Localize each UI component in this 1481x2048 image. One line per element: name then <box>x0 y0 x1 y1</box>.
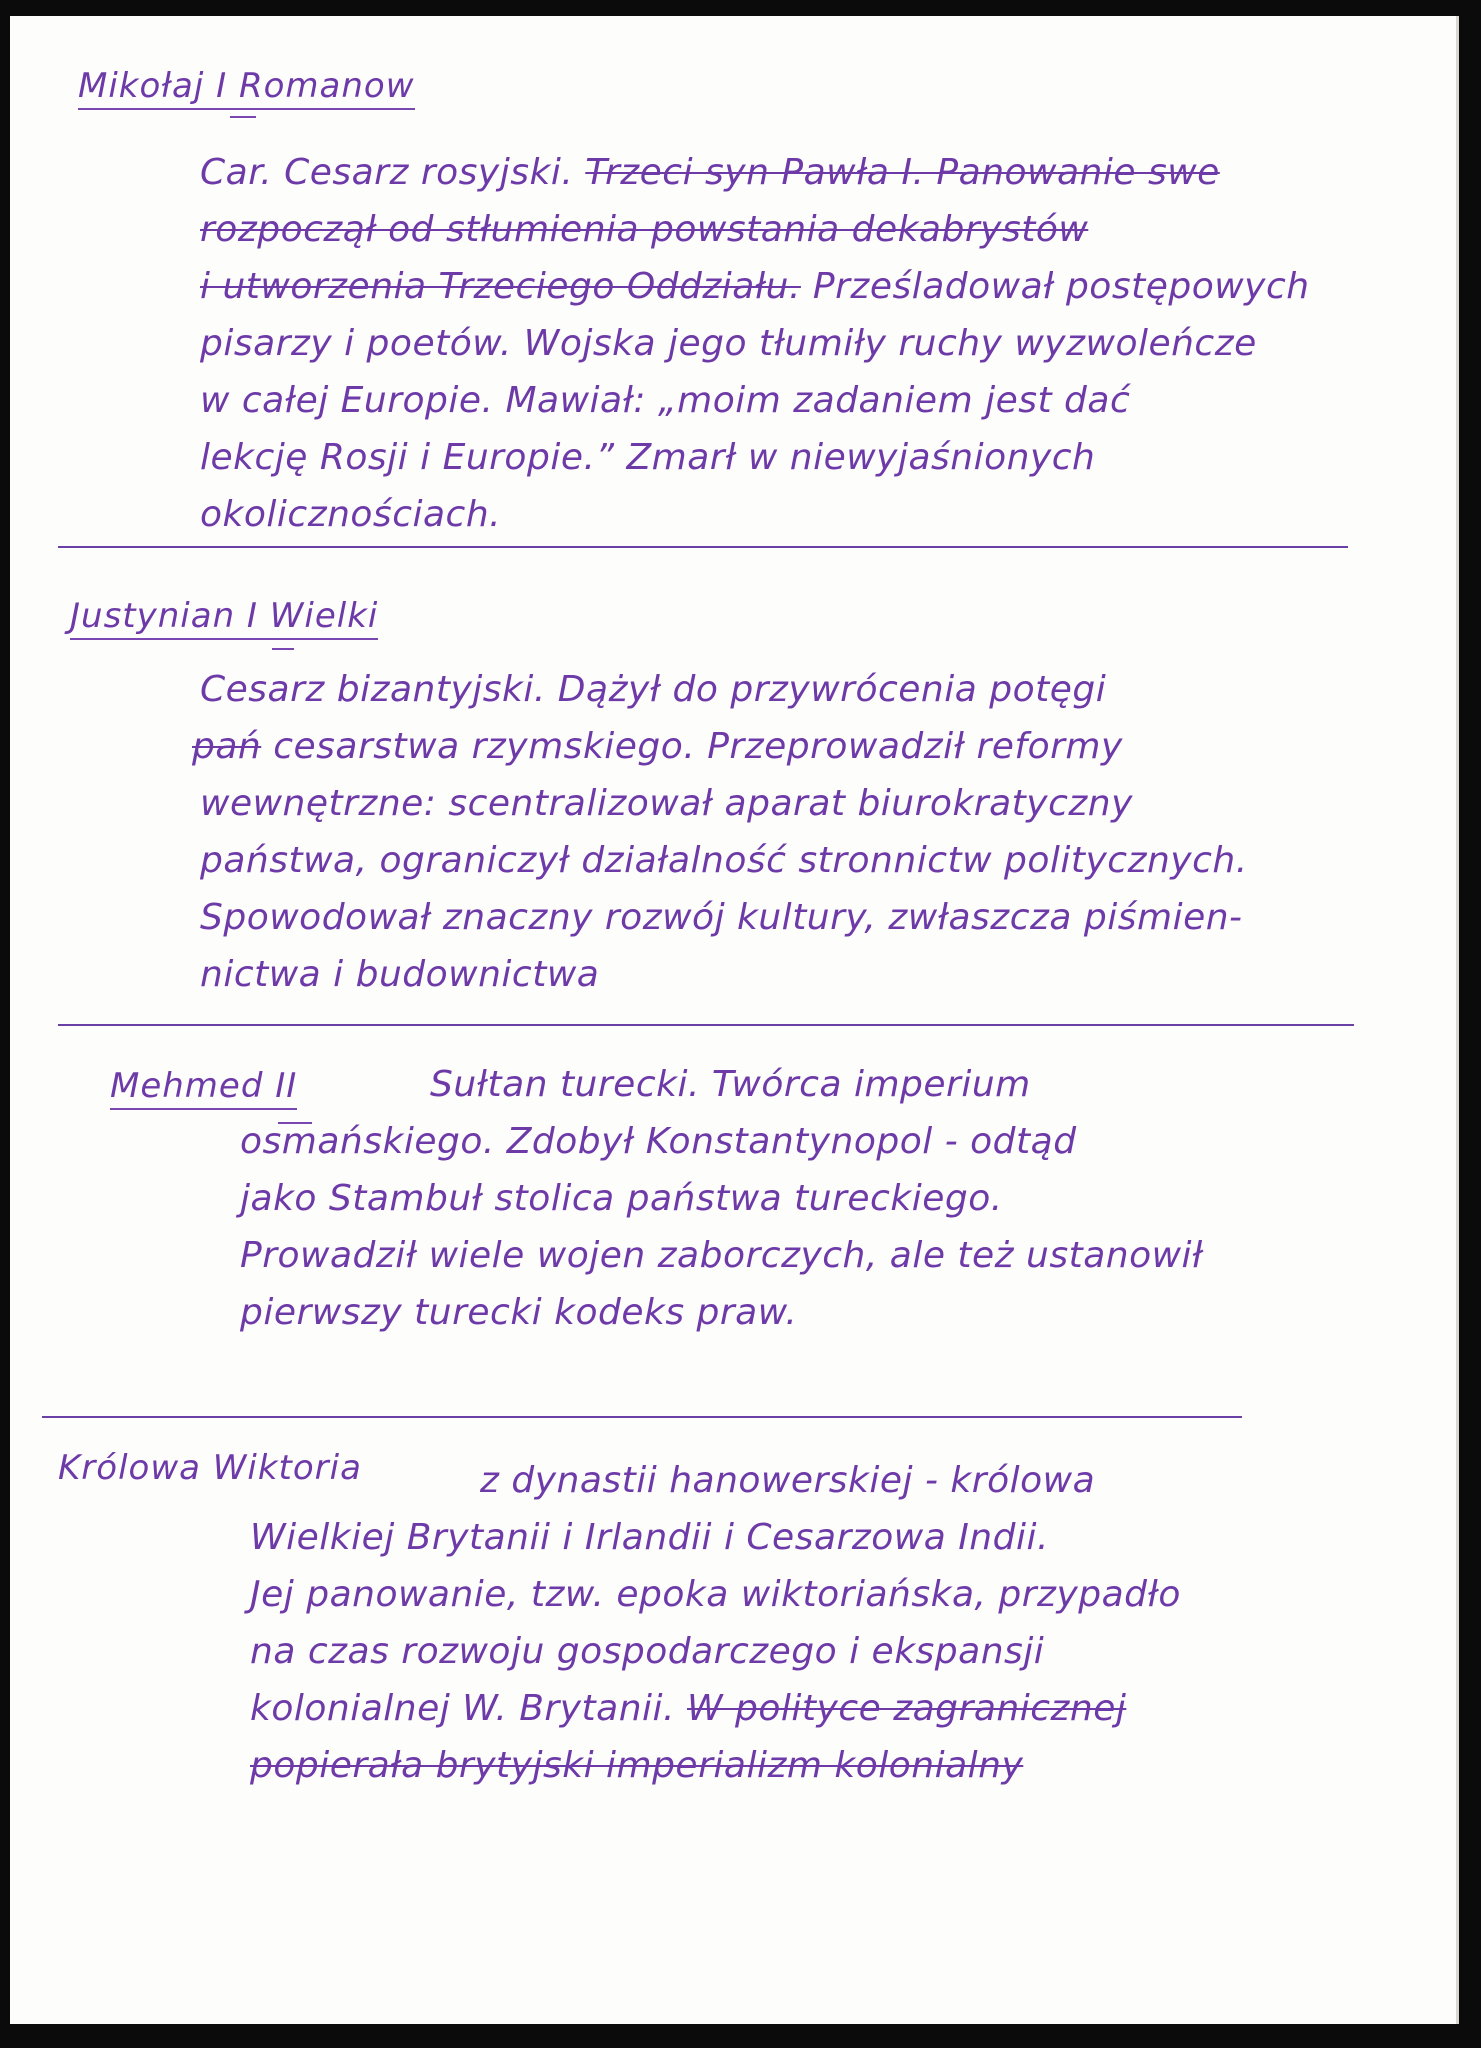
text-line <box>192 718 1248 775</box>
section-text-justynian <box>192 661 1248 1003</box>
text-line <box>250 1680 1181 1737</box>
section-text-wiktoria <box>250 1452 1181 1794</box>
text-line <box>250 1623 1181 1680</box>
text-line <box>480 1452 1181 1509</box>
text-line <box>250 1509 1181 1566</box>
text-segment: kolonialnej W. Brytanii. <box>250 1688 675 1729</box>
text-segment: pierwszy turecki kodeks praw. <box>240 1292 798 1333</box>
text-line <box>240 1227 1203 1284</box>
text-segment: nictwa i budownictwa <box>200 954 600 995</box>
text-segment: państwa, ograniczył działalność stronnictw politycznych. <box>200 840 1248 881</box>
text-segment: Cesarz bizantyjski. Dążył do przywrócenia potęgi <box>200 669 1107 710</box>
text-line <box>200 889 1248 946</box>
text-segment: Spowodował znaczny rozwój kultury, zwłaszcza piśmien- <box>200 897 1243 938</box>
text-line <box>200 201 1310 258</box>
heading-double-underline <box>272 648 294 650</box>
text-line <box>200 775 1248 832</box>
section-divider <box>58 1024 1354 1026</box>
text-line <box>200 144 1310 201</box>
text-segment: Prowadził wiele wojen zaborczych, ale też ustanowił <box>240 1235 1203 1276</box>
text-line <box>250 1566 1181 1623</box>
text-line <box>200 486 1310 543</box>
text-segment: Prześladował postępowych <box>812 266 1310 307</box>
section-heading-wiktoria: Królowa Wiktoria <box>58 1448 362 1488</box>
text-line <box>430 1056 1203 1113</box>
text-segment: Sułtan turecki. Twórca imperium <box>430 1064 1031 1105</box>
text-segment: lekcję Rosji i Europie.” Zmarł w niewyjaśnionych <box>200 437 1096 478</box>
text-segment: osmańskiego. Zdobył Konstantynopol - odtąd <box>240 1121 1077 1162</box>
text-line <box>200 372 1310 429</box>
text-segment: Wielkiej Brytanii i Irlandii i Cesarzowa Indii. <box>250 1517 1049 1558</box>
text-line <box>200 429 1310 486</box>
struck-text: Trzeci syn Pawła I. Panowanie swe <box>585 152 1220 193</box>
section-text-mikolaj <box>200 144 1310 543</box>
section-text-mehmed <box>240 1056 1203 1341</box>
text-line <box>200 832 1248 889</box>
text-segment: cesarstwa rzymskiego. Przeprowadził reformy <box>273 726 1123 767</box>
section-divider <box>42 1416 1242 1418</box>
text-line <box>200 315 1310 372</box>
struck-text: rozpoczął od stłumienia powstania dekabrystów <box>200 209 1089 250</box>
text-segment: okolicznościach. <box>200 494 502 535</box>
struck-text: pań <box>192 726 262 767</box>
text-segment: wewnętrzne: scentralizował aparat biurokratyczny <box>200 783 1133 824</box>
text-line <box>200 258 1310 315</box>
text-segment: w całej Europie. Mawiał: „moim zadaniem jest dać <box>200 380 1131 421</box>
section-heading-mehmed: Mehmed II <box>110 1066 297 1110</box>
section-divider <box>58 546 1348 548</box>
text-segment: jako Stambuł stolica państwa tureckiego. <box>240 1178 1003 1219</box>
text-line <box>250 1737 1181 1794</box>
struck-text: popierała brytyjski imperializm kolonialny <box>250 1745 1024 1786</box>
text-segment: na czas rozwoju gospodarczego i ekspansji <box>250 1631 1045 1672</box>
text-line <box>240 1113 1203 1170</box>
heading-double-underline <box>230 116 256 118</box>
text-segment: Car. Cesarz rosyjski. <box>200 152 574 193</box>
text-line <box>200 946 1248 1003</box>
handwritten-page <box>10 16 1459 2024</box>
text-line <box>240 1284 1203 1341</box>
section-heading-justynian: Justynian I Wielki <box>70 596 378 640</box>
struck-text: W polityce zagranicznej <box>686 1688 1127 1729</box>
struck-text: i utworzenia Trzeciego Oddziału. <box>200 266 801 307</box>
text-line <box>200 661 1248 718</box>
text-segment: pisarzy i poetów. Wojska jego tłumiły ruchy wyzwoleńcze <box>200 323 1257 364</box>
text-segment: z dynastii hanowerskiej - królowa <box>480 1460 1096 1501</box>
section-heading-mikolaj: Mikołaj I Romanow <box>78 66 415 110</box>
text-segment: Jej panowanie, tzw. epoka wiktoriańska, przypadło <box>250 1574 1181 1615</box>
text-line <box>240 1170 1203 1227</box>
